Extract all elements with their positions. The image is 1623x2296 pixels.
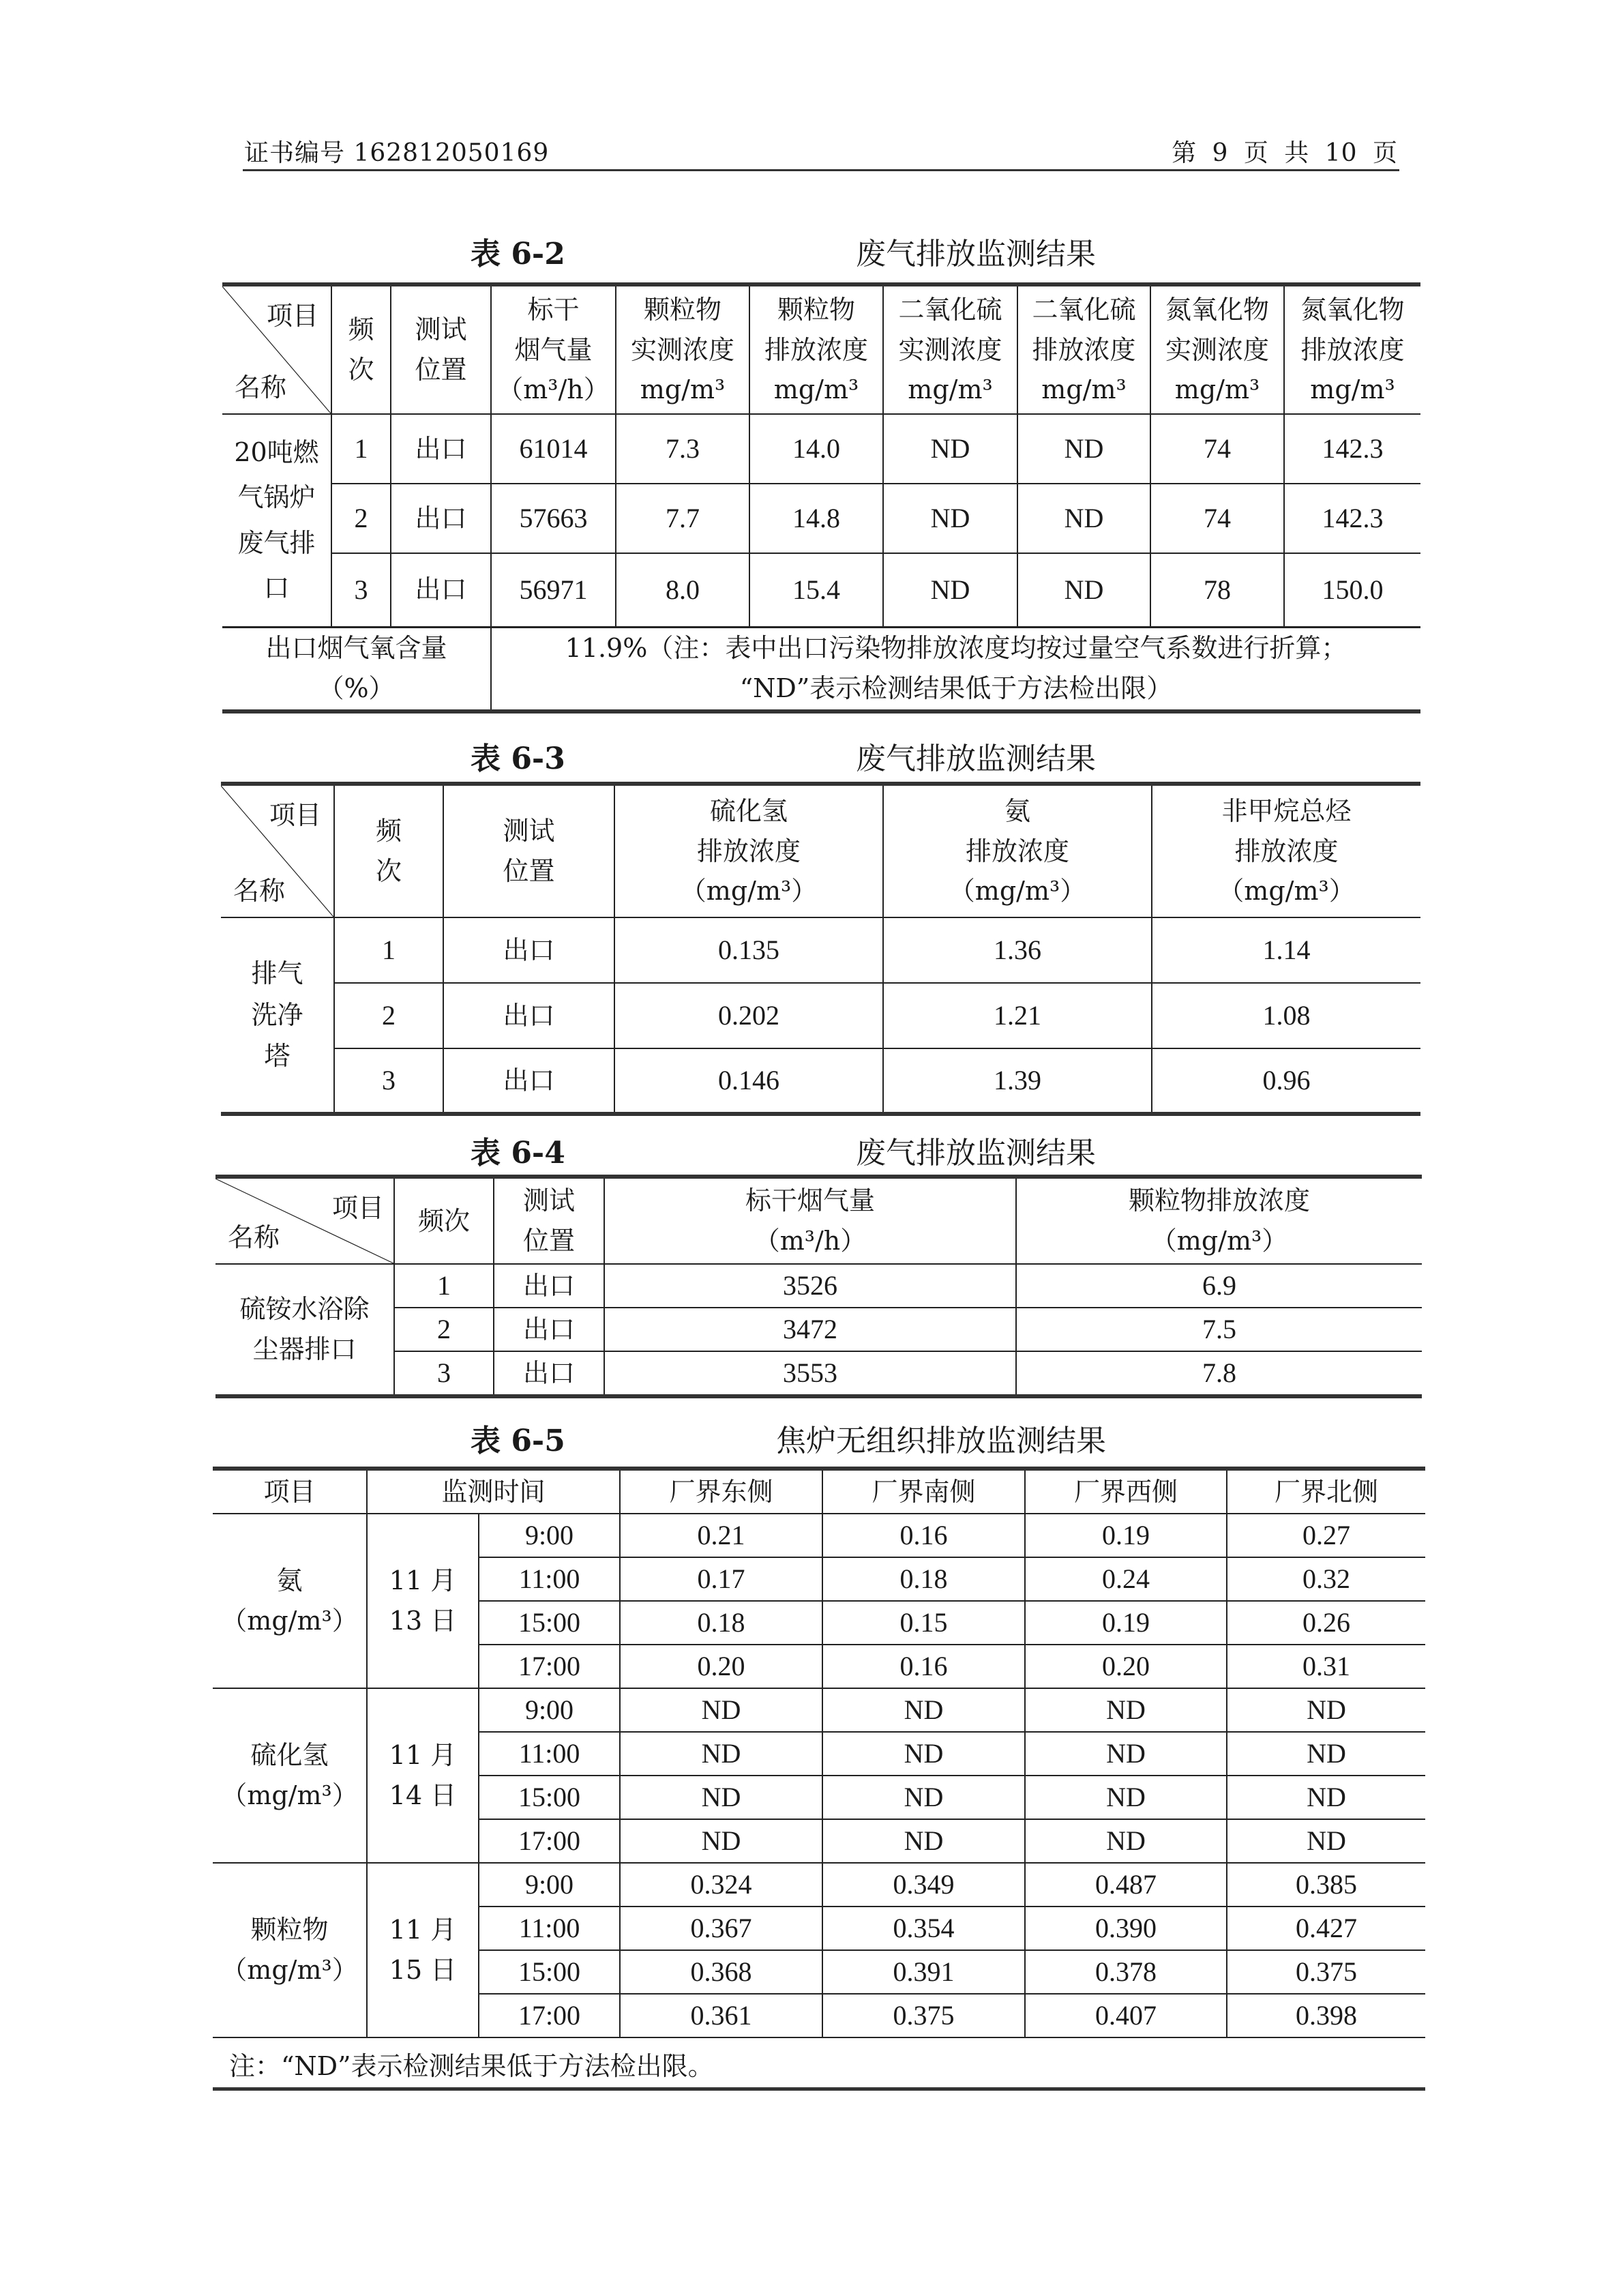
freq-cell: 1: [334, 917, 443, 983]
header-line: mg/m³: [1174, 374, 1260, 405]
value-cell: ND: [1227, 1819, 1425, 1863]
table-row: [221, 1048, 1420, 1114]
freq-cell: 2: [394, 1308, 494, 1351]
header-line: 二氧化硫: [898, 294, 1002, 325]
header-cell: [331, 284, 391, 414]
h2s-cell: 0.135: [614, 917, 883, 983]
location-cell: 出口: [443, 917, 614, 983]
header-line: （mg/m³）: [1218, 876, 1355, 907]
header-cell: [614, 784, 883, 917]
value-cell: ND: [1025, 1819, 1227, 1863]
time-cell: 11:00: [479, 1732, 620, 1776]
freq-cell: 3: [394, 1351, 494, 1396]
date-cell: [367, 1688, 479, 1863]
value-cell: 0.32: [1227, 1557, 1425, 1601]
freq-cell: 2: [331, 484, 391, 553]
location-cell: 出口: [443, 983, 614, 1048]
time-cell: 17:00: [479, 1994, 620, 2037]
table-header-row: [215, 1177, 1422, 1264]
table-footer-row: [222, 627, 1420, 711]
oxygen-label-cell: [222, 627, 491, 711]
value-cell: 0.367: [620, 1907, 822, 1950]
value-cell: ND: [620, 1732, 822, 1776]
table-row: [221, 983, 1420, 1048]
header-line: mg/m³: [640, 374, 726, 405]
pm-cell: 7.5: [1016, 1308, 1422, 1351]
table-6-4-title: 废气排放监测结果: [856, 1136, 1096, 1171]
table-header-row: [213, 1469, 1425, 1514]
table-header-row: [222, 284, 1420, 414]
table-6-4-number: 表 6-4: [471, 1136, 565, 1171]
header-line: （m³/h）: [754, 1226, 867, 1256]
header-line: 二氧化硫: [1032, 294, 1136, 325]
value-cell: 0.20: [1025, 1645, 1227, 1688]
header-line: 排放浓度: [696, 836, 801, 866]
value-cell: ND: [1025, 1688, 1227, 1732]
table-6-3-title: 废气排放监测结果: [856, 741, 1096, 776]
freq-cell: 1: [394, 1264, 494, 1308]
value-cell: 0.15: [822, 1601, 1025, 1645]
table-6-5-title: 焦炉无组织排放监测结果: [776, 1424, 1106, 1458]
flow-cell: 3553: [604, 1351, 1016, 1396]
time-cell: 15:00: [479, 1601, 620, 1645]
nmhc-cell: 1.08: [1152, 983, 1420, 1048]
header-line: 频: [375, 816, 402, 847]
table-row: [213, 1863, 1425, 1907]
value-cell: ND: [822, 1776, 1025, 1819]
nh3-cell: 1.36: [883, 917, 1152, 983]
location-cell: 出口: [443, 1048, 614, 1114]
header-cell: [616, 284, 749, 414]
value-cell: ND: [822, 1732, 1025, 1776]
source-name-line-2: 尘器排口: [252, 1334, 357, 1364]
header-cell: [1016, 1177, 1422, 1264]
pm-measured-cell: 7.3: [616, 414, 749, 484]
pollutant-unit: （mg/m³）: [221, 1955, 358, 1985]
value-cell: ND: [620, 1819, 822, 1863]
table-row: [222, 414, 1420, 484]
freq-cell: 3: [331, 553, 391, 627]
header-cell: [334, 784, 443, 917]
pollutant-unit: （mg/m³）: [221, 1780, 358, 1810]
pm-emission-cell: 15.4: [749, 553, 883, 627]
header-line: mg/m³: [908, 374, 993, 405]
value-cell: 0.368: [620, 1950, 822, 1994]
header-line: 标干烟气量: [745, 1186, 875, 1216]
freq-cell: 2: [334, 983, 443, 1048]
value-cell: ND: [1227, 1732, 1425, 1776]
pm-measured-cell: 8.0: [616, 553, 749, 627]
nh3-cell: 1.21: [883, 983, 1152, 1048]
value-cell: 0.16: [822, 1645, 1025, 1688]
header-line: 频次: [417, 1205, 470, 1236]
pm-cell: 7.8: [1016, 1351, 1422, 1396]
pollutant-name: 硫化氢: [250, 1740, 329, 1771]
so2-emission-cell: ND: [1017, 484, 1150, 553]
header-line: 位置: [503, 856, 555, 886]
header-line: 实测浓度: [630, 334, 734, 365]
header-cell: [391, 284, 491, 414]
table-row: [222, 484, 1420, 553]
value-cell: ND: [1025, 1776, 1227, 1819]
pm-measured-cell: 7.7: [616, 484, 749, 553]
flow-cell: 3472: [604, 1308, 1016, 1351]
nd-footnote: 注：“ND”表示检测结果低于方法检出限。: [229, 2051, 714, 2081]
so2-measured-cell: ND: [883, 414, 1017, 484]
date-day: 13 日: [389, 1606, 457, 1636]
value-cell: ND: [620, 1688, 822, 1732]
location-cell: 出口: [391, 484, 491, 553]
header-cell: [883, 784, 1152, 917]
header-line: 实测浓度: [898, 334, 1002, 365]
value-cell: ND: [822, 1819, 1025, 1863]
value-cell: ND: [822, 1688, 1025, 1732]
table-6-2: [222, 282, 1420, 713]
nmhc-cell: 0.96: [1152, 1048, 1420, 1114]
pm-emission-cell: 14.0: [749, 414, 883, 484]
header-line: mg/m³: [1310, 374, 1395, 405]
header-line: （m³/h）: [497, 374, 610, 405]
pollutant-unit: （mg/m³）: [221, 1606, 358, 1636]
h2s-cell: 0.202: [614, 983, 883, 1048]
location-cell: 出口: [494, 1308, 604, 1351]
header-line: mg/m³: [773, 374, 859, 405]
diag-bottom-label: 名称: [228, 1222, 280, 1253]
header-line: 次: [375, 856, 402, 886]
header-line: 排放浓度: [1234, 836, 1339, 866]
value-cell: 0.18: [822, 1557, 1025, 1601]
so2-emission-cell: ND: [1017, 553, 1150, 627]
date-cell: [367, 1514, 479, 1688]
time-cell: 9:00: [479, 1514, 620, 1557]
nox-measured-cell: 74: [1150, 484, 1284, 553]
nox-emission-cell: 142.3: [1284, 484, 1420, 553]
pollutant-cell: [213, 1863, 367, 2037]
nox-emission-cell: 142.3: [1284, 414, 1420, 484]
time-cell: 11:00: [479, 1907, 620, 1950]
header-line: 排放浓度: [1032, 334, 1136, 365]
header-cell: [443, 784, 614, 917]
h2s-cell: 0.146: [614, 1048, 883, 1114]
so2-measured-cell: ND: [883, 553, 1017, 627]
value-cell: 0.487: [1025, 1863, 1227, 1907]
header-line: mg/m³: [1041, 374, 1127, 405]
time-cell: 9:00: [479, 1688, 620, 1732]
freq-cell: 3: [334, 1048, 443, 1114]
value-cell: 0.324: [620, 1863, 822, 1907]
header-line: 烟气量: [514, 334, 593, 365]
nox-measured-cell: 78: [1150, 553, 1284, 627]
location-cell: 出口: [494, 1264, 604, 1308]
diag-top-label: 项目: [266, 301, 318, 331]
value-cell: 0.354: [822, 1907, 1025, 1950]
value-cell: 0.385: [1227, 1863, 1425, 1907]
value-cell: 0.349: [822, 1863, 1025, 1907]
header-cell: [1017, 284, 1150, 414]
header-line: 颗粒物: [643, 294, 721, 325]
oxygen-unit: （%）: [318, 673, 395, 704]
header-line: 硫化氢: [709, 795, 788, 826]
header-line: （mg/m³）: [680, 876, 818, 907]
value-cell: 0.378: [1025, 1950, 1227, 1994]
page-number: 第 9 页 共 10 页: [1172, 139, 1398, 167]
header-cell: 项目: [213, 1469, 367, 1514]
header-cell: [883, 284, 1017, 414]
table-row: [215, 1308, 1422, 1351]
value-cell: 0.26: [1227, 1601, 1425, 1645]
diag-top-label: 项目: [331, 1193, 384, 1223]
header-cell: [494, 1177, 604, 1264]
location-cell: 出口: [494, 1351, 604, 1396]
source-name-cell: 20吨燃气锅炉废气排口: [222, 414, 331, 627]
pollutant-name: 氨: [276, 1565, 303, 1596]
time-cell: 15:00: [479, 1776, 620, 1819]
certificate-number: 证书编号 162812050169: [244, 139, 550, 167]
header-line: 测试: [415, 314, 467, 345]
oxygen-note-cell: [491, 627, 1420, 711]
pollutant-cell: [213, 1514, 367, 1688]
header-cell: [749, 284, 883, 414]
flow-cell: 3526: [604, 1264, 1016, 1308]
freq-cell: 1: [331, 414, 391, 484]
value-cell: 0.427: [1227, 1907, 1425, 1950]
pollutant-cell: [213, 1688, 367, 1863]
nox-emission-cell: 150.0: [1284, 553, 1420, 627]
table-row: [221, 917, 1420, 983]
time-cell: 17:00: [479, 1819, 620, 1863]
header-line: 非甲烷总烃: [1221, 795, 1352, 826]
header-line: 频: [348, 314, 374, 345]
value-cell: 0.20: [620, 1645, 822, 1688]
nmhc-cell: 1.14: [1152, 917, 1420, 983]
header-cell: 厂界东侧: [620, 1469, 822, 1514]
date-month: 11 月: [389, 1915, 457, 1945]
table-row: [213, 1688, 1425, 1732]
source-name-line-1: 硫铵水浴除: [239, 1294, 370, 1325]
diag-bottom-label: 名称: [235, 372, 287, 403]
date-month: 11 月: [389, 1740, 457, 1771]
header-line: 排放浓度: [1300, 334, 1405, 365]
date-month: 11 月: [389, 1565, 457, 1596]
header-cell: [394, 1177, 494, 1264]
value-cell: 0.391: [822, 1950, 1025, 1994]
value-cell: 0.16: [822, 1514, 1025, 1557]
header-cell: [491, 284, 616, 414]
source-name-cell: 排气洗净塔: [221, 917, 334, 1114]
table-6-4: [215, 1175, 1422, 1398]
time-cell: 11:00: [479, 1557, 620, 1601]
time-cell: 17:00: [479, 1645, 620, 1688]
value-cell: 0.375: [1227, 1950, 1425, 1994]
header-line: 氮氧化物: [1165, 294, 1269, 325]
header-cell: [1284, 284, 1420, 414]
diagonal-header-cell: [221, 784, 334, 917]
value-cell: 0.398: [1227, 1994, 1425, 2037]
header-line: 排放浓度: [764, 334, 868, 365]
source-name-cell: [215, 1264, 394, 1396]
header-line: 测试: [503, 816, 555, 847]
header-cell: 厂界南侧: [822, 1469, 1025, 1514]
table-row: [213, 1514, 1425, 1557]
pm-cell: 6.9: [1016, 1264, 1422, 1308]
so2-emission-cell: ND: [1017, 414, 1150, 484]
oxygen-label: 出口烟气氧含量: [265, 633, 447, 664]
header-line: 实测浓度: [1165, 334, 1269, 365]
header-line: （mg/m³）: [949, 876, 1086, 907]
value-cell: 0.18: [620, 1601, 822, 1645]
value-cell: ND: [1227, 1688, 1425, 1732]
value-cell: 0.21: [620, 1514, 822, 1557]
table-row: [215, 1264, 1422, 1308]
header-line: 位置: [522, 1226, 575, 1256]
value-cell: 0.407: [1025, 1994, 1227, 2037]
header-line: 排放浓度: [965, 836, 1069, 866]
value-cell: 0.375: [822, 1994, 1025, 2037]
header-line: 氨: [1004, 795, 1030, 826]
nh3-cell: 1.39: [883, 1048, 1152, 1114]
header-line: （mg/m³）: [1150, 1226, 1288, 1256]
nox-measured-cell: 74: [1150, 414, 1284, 484]
value-cell: ND: [1025, 1732, 1227, 1776]
header-line: 测试: [522, 1186, 575, 1216]
diagonal-header-cell: [222, 284, 331, 414]
value-cell: 0.24: [1025, 1557, 1227, 1601]
date-day: 15 日: [389, 1955, 457, 1985]
header-cell: 厂界西侧: [1025, 1469, 1227, 1514]
table-6-2-number: 表 6-2: [471, 237, 565, 271]
time-cell: 9:00: [479, 1863, 620, 1907]
header-line: 氮氧化物: [1300, 294, 1405, 325]
diagonal-header-cell: [215, 1177, 394, 1264]
header-cell: [604, 1177, 1016, 1264]
location-cell: 出口: [391, 414, 491, 484]
diag-bottom-label: 名称: [233, 876, 286, 907]
table-row: [215, 1351, 1422, 1396]
pm-emission-cell: 14.8: [749, 484, 883, 553]
table-6-3: [221, 782, 1420, 1116]
flow-cell: 56971: [491, 553, 616, 627]
header-cell: [1150, 284, 1284, 414]
flow-cell: 57663: [491, 484, 616, 553]
table-6-3-number: 表 6-3: [471, 741, 565, 776]
header-line: 位置: [415, 355, 467, 385]
value-cell: 0.390: [1025, 1907, 1227, 1950]
so2-measured-cell: ND: [883, 484, 1017, 553]
table-header-row: [221, 784, 1420, 917]
oxygen-note-line-1: 11.9%（注：表中出口污染物排放浓度均按过量空气系数进行折算；: [565, 633, 1347, 664]
pollutant-name: 颗粒物: [250, 1915, 329, 1945]
oxygen-note-line-2: “ND”表示检测结果低于方法检出限）: [739, 673, 1173, 704]
header-cell: 厂界北侧: [1227, 1469, 1425, 1514]
time-cell: 15:00: [479, 1950, 620, 1994]
value-cell: ND: [1227, 1776, 1425, 1819]
value-cell: ND: [620, 1776, 822, 1819]
header-line: 颗粒物: [777, 294, 855, 325]
value-cell: 0.17: [620, 1557, 822, 1601]
value-cell: 0.27: [1227, 1514, 1425, 1557]
diag-top-label: 项目: [269, 800, 321, 830]
date-day: 14 日: [389, 1780, 457, 1810]
header-line: 次: [348, 355, 374, 385]
value-cell: 0.31: [1227, 1645, 1425, 1688]
header-line: 颗粒物排放浓度: [1128, 1186, 1310, 1216]
table-6-5-number: 表 6-5: [471, 1424, 565, 1458]
header-line: 标干: [527, 294, 580, 325]
value-cell: 0.19: [1025, 1601, 1227, 1645]
flow-cell: 61014: [491, 414, 616, 484]
table-row: [222, 553, 1420, 627]
date-cell: [367, 1863, 479, 2037]
table-6-2-title: 废气排放监测结果: [856, 237, 1096, 271]
table-6-5: [213, 1467, 1425, 2081]
location-cell: 出口: [391, 553, 491, 627]
header-cell: 监测时间: [367, 1469, 620, 1514]
value-cell: 0.19: [1025, 1514, 1227, 1557]
header-rule: [243, 169, 1399, 171]
value-cell: 0.361: [620, 1994, 822, 2037]
header-cell: [1152, 784, 1420, 917]
table-6-5-bottom-rule: [213, 2087, 1425, 2091]
